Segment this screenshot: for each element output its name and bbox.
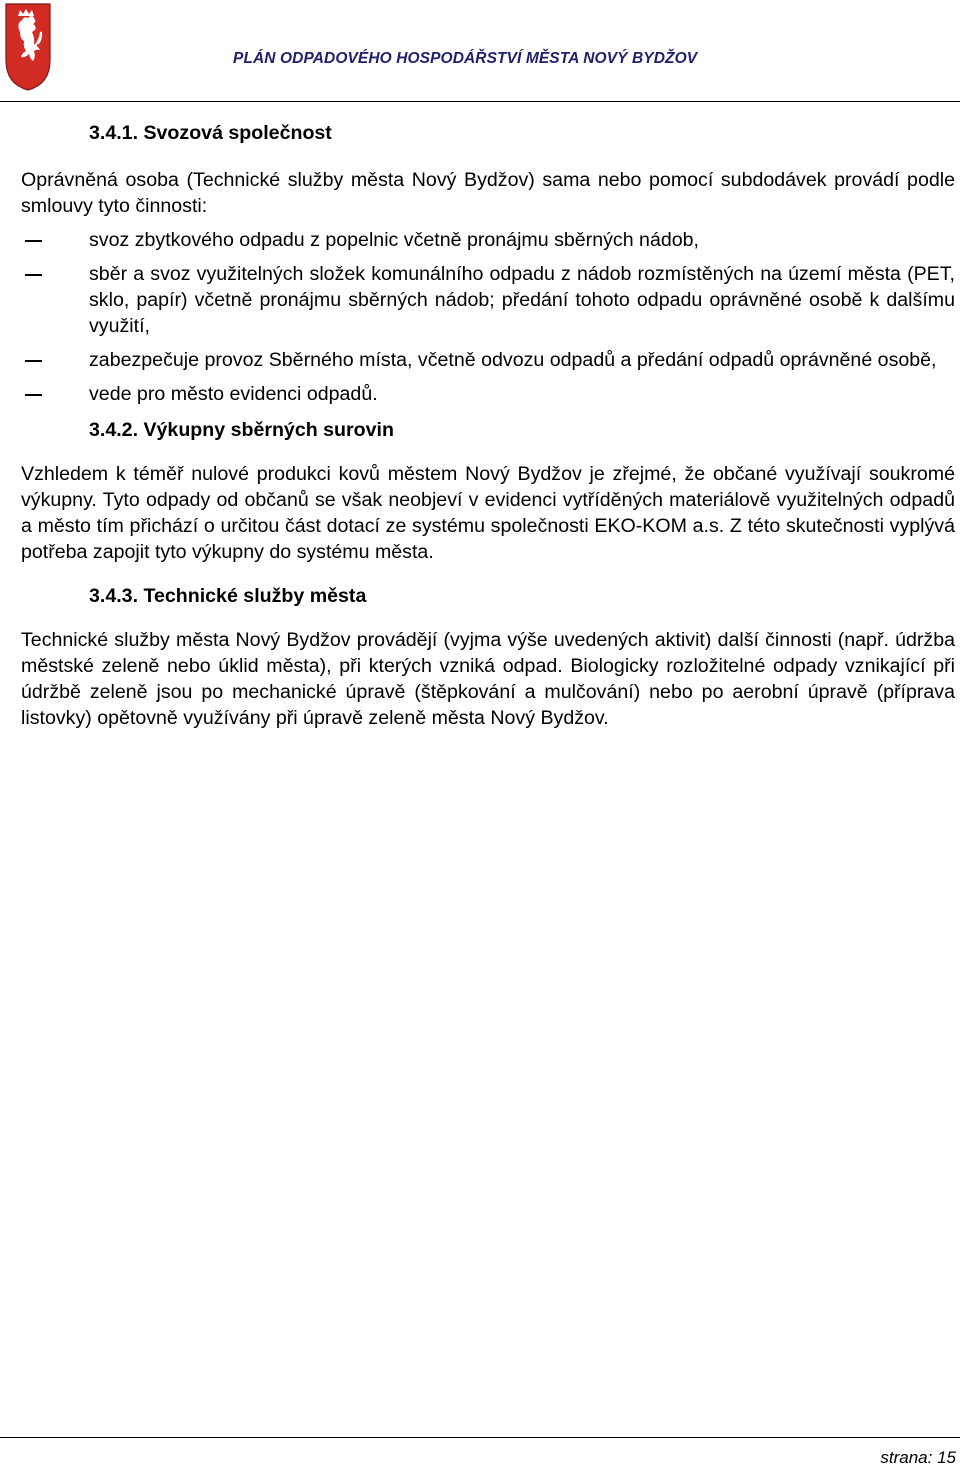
running-title: PLÁN ODPADOVÉHO HOSPODÁŘSTVÍ MĚSTA NOVÝ BYDŽOV (233, 50, 698, 67)
list-item-text: vede pro město evidenci odpadů. (89, 383, 378, 405)
coat-of-arms-icon (4, 2, 52, 92)
footer-divider (0, 1437, 960, 1438)
list-item-text: svoz zbytkového odpadu z popelnic včetně pronájmu sběrných nádob, (89, 229, 699, 251)
header-divider (0, 101, 960, 102)
list-item-text: zabezpečuje provoz Sběrného místa, včetně odvozu odpadů a předání odpadů oprávněné osobě, (89, 349, 937, 371)
list-item (21, 261, 955, 339)
section-paragraph-technicke-sluzby: Technické služby města Nový Bydžov provádějí (vyjma výše uvedených aktivit) další činnosti (např. údržba městské zeleně nebo úklid města), při kterých vzniká odpad. Biologicky rozložitelné odpady vznikající při údržbě zeleně jsou po mechanické úpravě (štěpkování a mulčování) nebo po aerobní úpravě (příprava listovky) opětovně využívány při úpravě zeleně města Nový Bydžov. (21, 629, 955, 729)
section-heading-svozova: 3.4.1. Svozová společnost (89, 122, 332, 144)
dash-bullet-icon (25, 360, 42, 362)
page-content (21, 120, 955, 731)
list-item-text: sběr a svoz využitelných složek komunálního odpadu z nádob rozmístěných na území města (PET, sklo, papír) včetně pronájmu sběrných nádob; předání tohoto odpadu oprávněné osobě k dalšímu využití, (89, 263, 955, 337)
dash-bullet-icon (25, 240, 42, 242)
dash-bullet-icon (25, 394, 42, 396)
section-paragraph-vykupny: Vzhledem k téměř nulové produkci kovů městem Nový Bydžov je zřejmé, že občané využívají soukromé výkupny. Tyto odpady od občanů se však neobjeví v evidenci vytříděných materiálově využitelných odpadů a město tím přichází o určitou část dotací ze systému společnosti EKO-KOM a.s. Z této skutečnosti vyplývá potřeba zapojit tyto výkupny do systému města. (21, 463, 955, 563)
dash-bullet-icon (25, 274, 42, 276)
section-heading-vykupny: 3.4.2. Výkupny sběrných surovin (89, 419, 394, 441)
activities-list (21, 227, 955, 407)
page-header (0, 0, 960, 102)
section-intro-paragraph: Oprávněná osoba (Technické služby města Nový Bydžov) sama nebo pomocí subdodávek provádí podle smlouvy tyto činnosti: (21, 169, 955, 217)
list-item (21, 347, 955, 373)
page-number: strana: 15 (880, 1448, 956, 1467)
list-item (21, 227, 955, 253)
list-item (21, 381, 955, 407)
section-heading-technicke-sluzby: 3.4.3. Technické služby města (89, 585, 367, 607)
